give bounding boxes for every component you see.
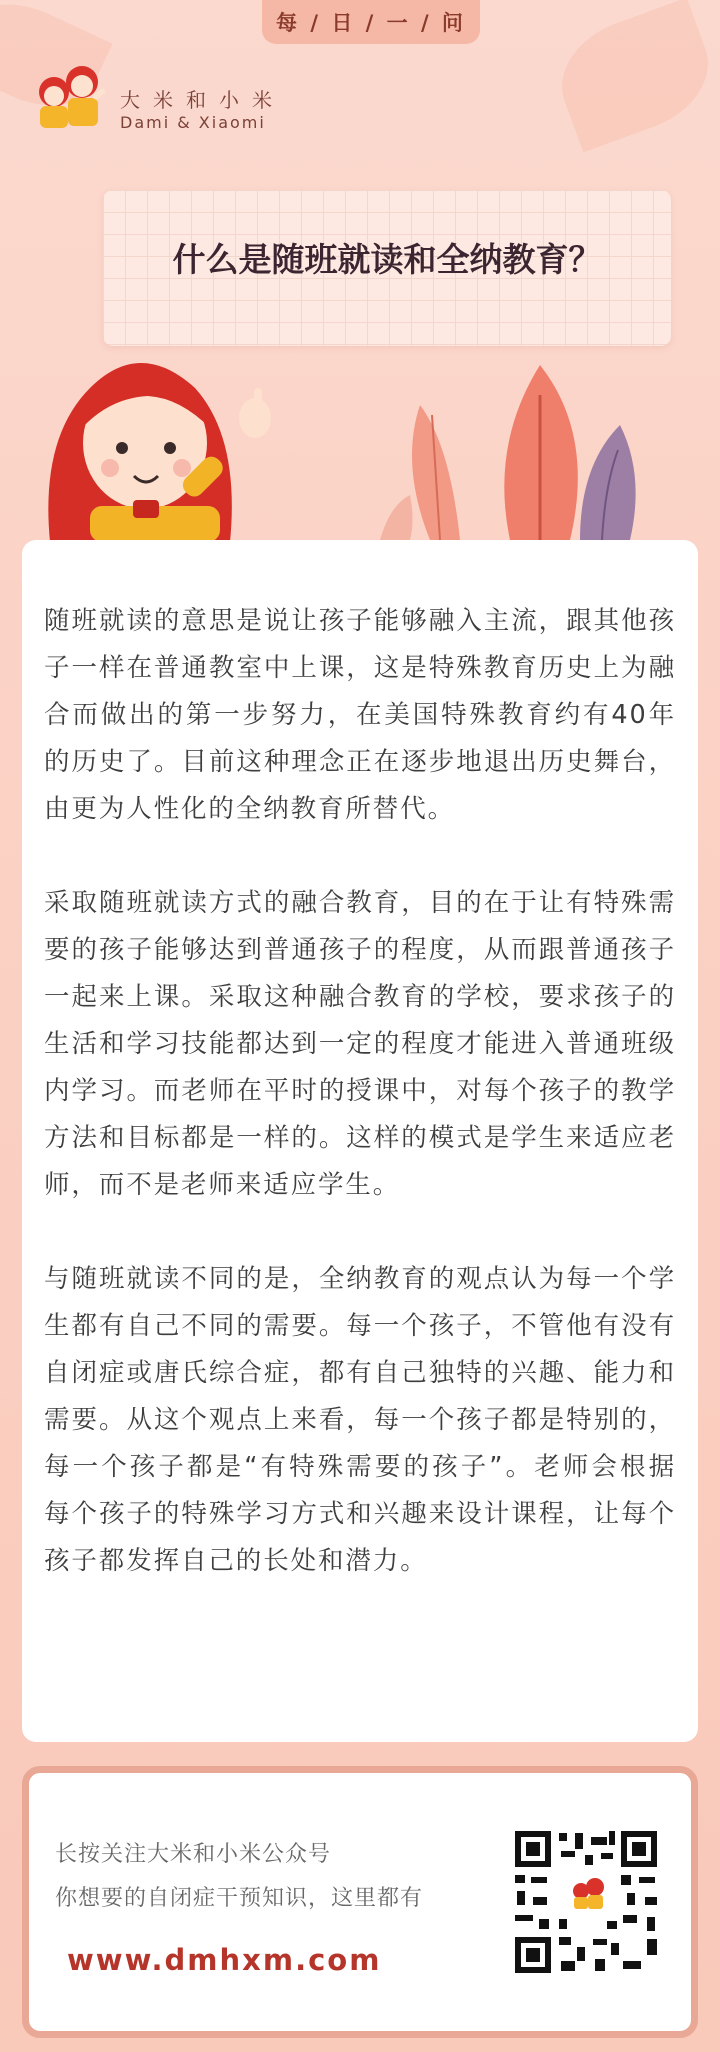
paragraph: 随班就读的意思是说让孩子能够融入主流，跟其他孩子一样在普通教室中上课，这是特殊教育历史上为融合而做出的第一步努力，在美国特殊教育约有40年的历史了。目前这种理念正在逐步地退出历史舞台，由更为人性化的全纳教育所替代。: [44, 606, 676, 824]
content-card: [22, 540, 698, 1742]
follow-card: [22, 1766, 698, 2038]
paragraph: 采取随班就读方式的融合教育，目的在于让有特殊需要的孩子能够达到普通孩子的程度，从而跟普通孩子一起来上课。采取这种融合教育的学校，要求孩子的生活和学习技能都达到一定的程度才能进入普通班级内学习。而老师在平时的授课中，对每个孩子的教学方法和目标都是一样的。这样的模式是学生来适应老师，而不是老师来适应学生。: [44, 888, 676, 1200]
brand-name-en: Dami & Xiaomi: [120, 113, 266, 132]
website-link[interactable]: www.dmhxm.com: [67, 1943, 382, 1977]
daily-question-tab: 每 / 日 / 一 / 问: [262, 0, 480, 44]
brand-logo-icon: [26, 58, 110, 132]
follow-subtitle: 你想要的自闭症干预知识，这里都有: [55, 1886, 424, 1911]
decorative-leaf: [546, 0, 720, 152]
page-title: 什么是随班就读和全纳教育？: [172, 240, 602, 279]
follow-prompt: 长按关注大米和小米公众号: [55, 1842, 332, 1867]
paragraph: 与随班就读不同的是，全纳教育的观点认为每一个学生都有自己不同的需要。每一个孩子，不管他有没有自闭症或唐氏综合症，都有自己独特的兴趣、能力和需要。从这个观点上来看，每一个孩子都是特别的，每一个孩子都是“有特殊需要的孩子”。老师会根据每个孩子的特殊学习方式和兴趣来设计课程，让每个孩子都发挥自己的长处和潜力。: [44, 1264, 676, 1576]
plant-illustration-icon: [380, 355, 670, 540]
girl-illustration-icon: [30, 318, 280, 542]
qr-code-icon[interactable]: [511, 1827, 661, 1977]
brand-name-cn: 大米和小米: [120, 88, 285, 112]
